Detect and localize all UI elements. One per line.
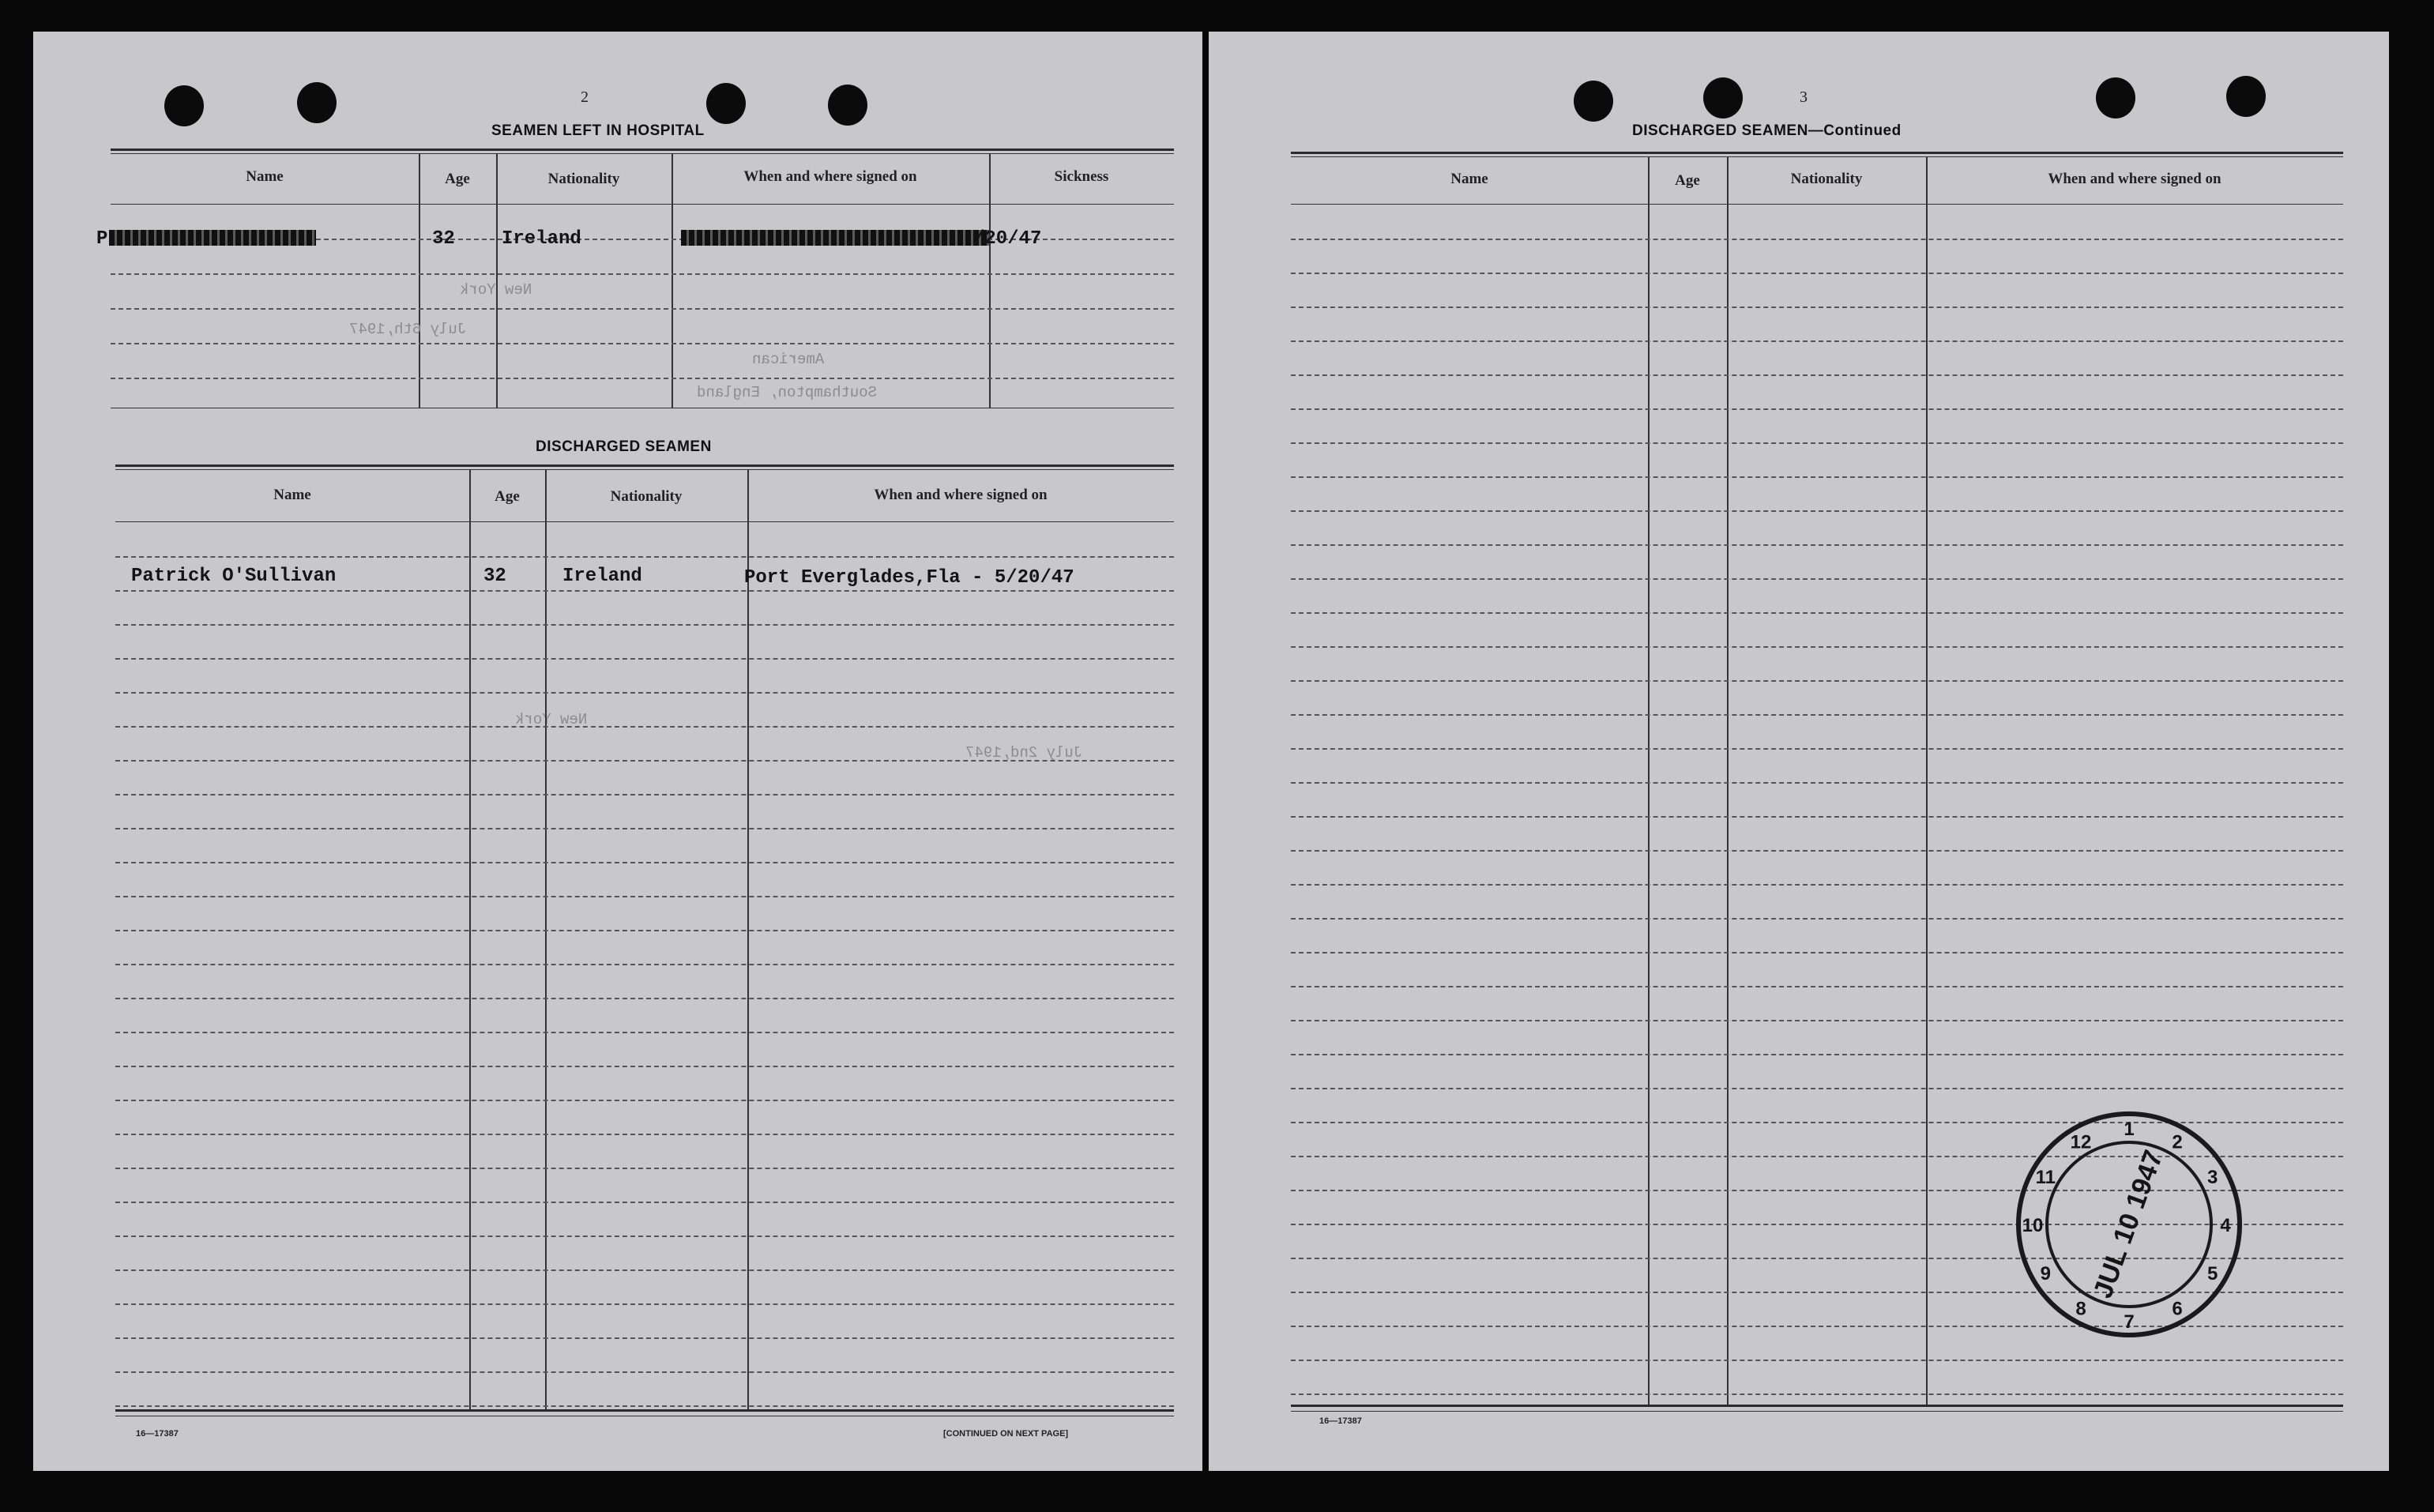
- stamp-digit: 1: [2124, 1119, 2135, 1140]
- row-rule: [115, 658, 1174, 660]
- page-number: 3: [1800, 88, 1808, 106]
- row-rule: [115, 828, 1174, 829]
- row-rule: [115, 760, 1174, 762]
- hospital-row-name: P: [96, 228, 108, 250]
- bleed-through-text: New York: [515, 711, 588, 728]
- col-header-signed-on: When and where signed on: [743, 168, 917, 185]
- table-rule: [1291, 1411, 2343, 1412]
- row-rule: [1291, 307, 2343, 308]
- stamp-digit: 4: [2220, 1215, 2231, 1236]
- row-rule: [1291, 748, 2343, 750]
- row-rule: [1291, 408, 2343, 410]
- row-rule: [1291, 918, 2343, 920]
- stamp-date: JUL 10 1947: [2087, 1146, 2169, 1303]
- row-rule: [115, 1303, 1174, 1305]
- column-divider: [1727, 156, 1729, 1406]
- row-rule: [115, 998, 1174, 999]
- row-rule: [1291, 1054, 2343, 1055]
- row-rule: [1291, 239, 2343, 240]
- col-header-name: Name: [1450, 171, 1488, 187]
- row-rule: [1291, 952, 2343, 953]
- row-rule: [115, 726, 1174, 728]
- row-rule: [115, 590, 1174, 592]
- table-rule: [115, 521, 1174, 522]
- row-rule: [1291, 1394, 2343, 1395]
- row-rule: [115, 1269, 1174, 1271]
- row-rule: [115, 964, 1174, 965]
- discharged-row-age: 32: [483, 566, 506, 587]
- punch-hole: [706, 83, 746, 124]
- column-divider: [1926, 156, 1928, 1406]
- table-rule: [115, 465, 1174, 467]
- row-rule: [1291, 1360, 2343, 1361]
- col-header-nationality: Nationality: [547, 171, 620, 187]
- row-rule: [115, 794, 1174, 795]
- row-rule: [111, 378, 1174, 379]
- table-rule: [111, 153, 1174, 154]
- table-rule: [111, 149, 1174, 151]
- stamp-digit: 3: [2207, 1167, 2218, 1188]
- bleed-through-text: July 2nd,1947: [965, 744, 1083, 762]
- row-rule: [1291, 850, 2343, 852]
- hospital-row-age: 32: [432, 228, 455, 250]
- bleed-through-text: July 6th,1947: [349, 321, 467, 338]
- stamp-digit: 9: [2040, 1263, 2051, 1284]
- discharged-row-signed-on: Port Everglades,Fla - 5/20/47: [744, 567, 1074, 589]
- row-rule: [1291, 816, 2343, 818]
- col-header-age: Age: [1675, 172, 1700, 189]
- row-rule: [115, 1405, 1174, 1407]
- row-rule: [111, 308, 1174, 310]
- table-rule: [115, 1409, 1174, 1412]
- continued-note: [CONTINUED ON NEXT PAGE]: [943, 1429, 1069, 1439]
- row-rule: [115, 1337, 1174, 1339]
- col-header-nationality: Nationality: [610, 488, 683, 505]
- row-rule: [115, 1168, 1174, 1169]
- table-rule: [1291, 204, 2343, 205]
- row-rule: [1291, 1020, 2343, 1021]
- stamp-digit: 10: [2022, 1215, 2044, 1236]
- redaction-mark: [109, 230, 316, 246]
- table-rule: [1291, 156, 2343, 157]
- row-rule: [1291, 578, 2343, 580]
- row-rule: [115, 624, 1174, 626]
- col-header-signed-on: When and where signed on: [2048, 171, 2221, 187]
- row-rule: [1291, 510, 2343, 512]
- row-rule: [1291, 714, 2343, 716]
- col-header-nationality: Nationality: [1790, 171, 1863, 187]
- discharged-row-nationality: Ireland: [562, 566, 642, 587]
- redaction-mark: [681, 230, 989, 246]
- row-rule: [1291, 680, 2343, 682]
- row-rule: [115, 862, 1174, 863]
- row-rule: [1291, 1088, 2343, 1089]
- row-rule: [1291, 646, 2343, 648]
- row-rule: [1291, 612, 2343, 614]
- page-number: 2: [581, 88, 589, 106]
- column-divider: [989, 153, 991, 408]
- col-header-name: Name: [273, 487, 311, 503]
- discharged-section-title: DISCHARGED SEAMEN: [536, 438, 712, 455]
- row-rule: [1291, 442, 2343, 444]
- col-header-name: Name: [246, 168, 284, 185]
- row-rule: [1291, 544, 2343, 546]
- column-divider: [672, 153, 673, 408]
- row-rule: [1291, 986, 2343, 987]
- stamp-digit: 5: [2207, 1263, 2218, 1284]
- row-rule: [115, 1134, 1174, 1135]
- punch-hole: [1703, 77, 1743, 118]
- table-rule: [1291, 1405, 2343, 1407]
- row-rule: [115, 1100, 1174, 1101]
- col-header-age: Age: [495, 488, 520, 505]
- column-divider: [496, 153, 498, 408]
- bleed-through-text: American: [752, 351, 825, 368]
- date-stamp: [1999, 1102, 2259, 1347]
- row-rule: [115, 896, 1174, 897]
- row-rule: [1291, 884, 2343, 886]
- right-page: [1209, 32, 2389, 1471]
- stamp-digit: 12: [2070, 1131, 2092, 1153]
- punch-hole: [164, 85, 204, 126]
- table-rule: [111, 204, 1174, 205]
- row-rule: [111, 273, 1174, 275]
- column-divider: [419, 153, 420, 408]
- row-rule: [115, 1236, 1174, 1237]
- stamp-digit: 2: [2172, 1131, 2183, 1153]
- hospital-row-nationality: Ireland: [502, 228, 581, 250]
- left-page: [33, 32, 1202, 1471]
- form-number: 16—17387: [1319, 1416, 1362, 1426]
- row-rule: [115, 1066, 1174, 1067]
- col-header-sickness: Sickness: [1054, 168, 1109, 185]
- punch-hole: [2096, 77, 2135, 118]
- col-header-signed-on: When and where signed on: [874, 487, 1048, 503]
- table-rule: [1291, 152, 2343, 154]
- discharged-continued-title: DISCHARGED SEAMEN—Continued: [1632, 122, 1902, 139]
- stamp-digit: 11: [2035, 1167, 2056, 1188]
- row-rule: [1291, 476, 2343, 478]
- bleed-through-text: New York: [460, 281, 532, 299]
- row-rule: [115, 692, 1174, 694]
- hospital-row-signed-on: /20/47: [973, 228, 1042, 250]
- punch-hole: [1574, 81, 1613, 122]
- punch-hole: [828, 85, 867, 126]
- hospital-section-title: SEAMEN LEFT IN HOSPITAL: [491, 122, 705, 139]
- row-rule: [115, 1032, 1174, 1033]
- discharged-row-name: Patrick O'Sullivan: [131, 566, 337, 587]
- row-rule: [115, 1202, 1174, 1203]
- row-rule: [115, 556, 1174, 558]
- row-rule: [1291, 340, 2343, 342]
- stamp-digit: 7: [2124, 1311, 2135, 1333]
- row-rule: [115, 930, 1174, 931]
- row-rule: [115, 1371, 1174, 1373]
- table-rule: [115, 469, 1174, 470]
- col-header-age: Age: [445, 171, 470, 187]
- row-rule: [1291, 374, 2343, 376]
- bleed-through-text: Southampton, England: [697, 384, 878, 401]
- form-number: 16—17387: [136, 1429, 179, 1439]
- stamp-digit: 6: [2172, 1298, 2183, 1320]
- stamp-digit: 8: [2075, 1298, 2086, 1320]
- punch-hole: [297, 82, 337, 123]
- row-rule: [1291, 273, 2343, 274]
- row-rule: [111, 343, 1174, 344]
- row-rule: [1291, 782, 2343, 784]
- punch-hole: [2226, 76, 2266, 117]
- column-divider: [1648, 156, 1650, 1406]
